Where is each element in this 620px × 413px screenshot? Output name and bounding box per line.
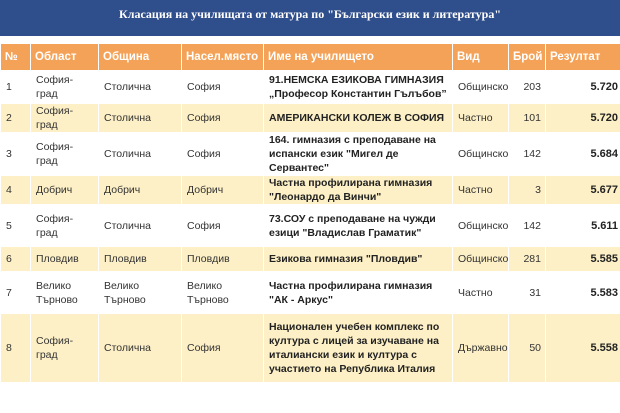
table-row — [1, 205, 620, 246]
cell-number: 6 — [1, 247, 30, 271]
cell-school: 91.НЕМСКА ЕЗИКОВА ГИМНАЗИЯ „Професор Константин Гълъбов” — [264, 71, 452, 103]
table-row — [1, 104, 620, 132]
cell-municipality: Пловдив — [99, 247, 181, 271]
cell-school: 164. гимназия с преподаване на испански език "Мигел де Сервантес" — [264, 133, 452, 175]
cell-type: Частно — [453, 104, 508, 132]
cell-place: София — [182, 104, 263, 132]
header-number: № — [1, 44, 30, 70]
cell-place: София — [182, 71, 263, 103]
table-row — [1, 272, 620, 313]
header-row — [1, 44, 620, 70]
cell-type: Частно — [453, 272, 508, 313]
cell-municipality: Столична — [99, 314, 181, 382]
header-place: Насел.място — [182, 44, 263, 70]
cell-number: 7 — [1, 272, 30, 313]
cell-school: АМЕРИКАНСКИ КОЛЕЖ В СОФИЯ — [264, 104, 452, 132]
cell-result: 5.558 — [546, 314, 620, 382]
cell-count: 101 — [509, 104, 545, 132]
cell-municipality: Столична — [99, 133, 181, 175]
cell-number: 8 — [1, 314, 30, 382]
cell-count: 281 — [509, 247, 545, 271]
cell-type: Държавно — [453, 314, 508, 382]
cell-municipality: Столична — [99, 71, 181, 103]
table-row — [1, 314, 620, 382]
cell-region: София-град — [31, 205, 98, 246]
cell-place: София — [182, 133, 263, 175]
cell-region: София-град — [31, 104, 98, 132]
table-row — [1, 176, 620, 204]
cell-municipality: Столична — [99, 205, 181, 246]
cell-count: 50 — [509, 314, 545, 382]
cell-municipality: Велико Търново — [99, 272, 181, 313]
table-row — [1, 247, 620, 271]
cell-place: София — [182, 314, 263, 382]
cell-school: Частна профилирана гимназия "АК - Аркус" — [264, 272, 452, 313]
cell-result: 5.684 — [546, 133, 620, 175]
cell-result: 5.611 — [546, 205, 620, 246]
cell-count: 3 — [509, 176, 545, 204]
cell-school: Езикова гимназия "Пловдив" — [264, 247, 452, 271]
cell-type: Частно — [453, 176, 508, 204]
cell-region: София-град — [31, 314, 98, 382]
cell-type: Общинско — [453, 71, 508, 103]
cell-result: 5.585 — [546, 247, 620, 271]
cell-result: 5.720 — [546, 104, 620, 132]
header-school: Име на училището — [264, 44, 452, 70]
cell-count: 142 — [509, 133, 545, 175]
cell-result: 5.583 — [546, 272, 620, 313]
cell-count: 203 — [509, 71, 545, 103]
cell-region: София-град — [31, 133, 98, 175]
cell-place: Добрич — [182, 176, 263, 204]
cell-number: 1 — [1, 71, 30, 103]
cell-number: 4 — [1, 176, 30, 204]
header-region: Област — [31, 44, 98, 70]
cell-type: Общинско — [453, 133, 508, 175]
cell-school: Национален учебен комплекс по култура с лицей за изучаване на италиански език и култура с участието на Република Италия — [264, 314, 452, 382]
cell-municipality: Столична — [99, 104, 181, 132]
cell-place: София — [182, 205, 263, 246]
cell-number: 3 — [1, 133, 30, 175]
table-row — [1, 133, 620, 175]
cell-type: Общинско — [453, 247, 508, 271]
cell-region: Велико Търново — [31, 272, 98, 313]
cell-number: 5 — [1, 205, 30, 246]
ranking-table — [0, 43, 620, 383]
header-municipality: Община — [99, 44, 181, 70]
cell-school: Частна профилирана гимназия "Леонардо да Винчи" — [264, 176, 452, 204]
table-title: Класация на училищата от матура по "Български език и литература" — [0, 0, 620, 44]
cell-school: 73.СОУ с преподаване на чужди езици "Владислав Граматик" — [264, 205, 452, 246]
cell-place: Велико Търново — [182, 272, 263, 313]
cell-type: Общинско — [453, 205, 508, 246]
cell-result: 5.720 — [546, 71, 620, 103]
cell-region: София-град — [31, 71, 98, 103]
cell-municipality: Добрич — [99, 176, 181, 204]
cell-place: Пловдив — [182, 247, 263, 271]
cell-count: 142 — [509, 205, 545, 246]
cell-number: 2 — [1, 104, 30, 132]
header-type: Вид — [453, 44, 508, 70]
cell-result: 5.677 — [546, 176, 620, 204]
header-result: Резултат — [546, 44, 620, 70]
cell-region: Пловдив — [31, 247, 98, 271]
cell-region: Добрич — [31, 176, 98, 204]
cell-count: 31 — [509, 272, 545, 313]
header-count: Брой — [509, 44, 545, 70]
table-row — [1, 71, 620, 103]
